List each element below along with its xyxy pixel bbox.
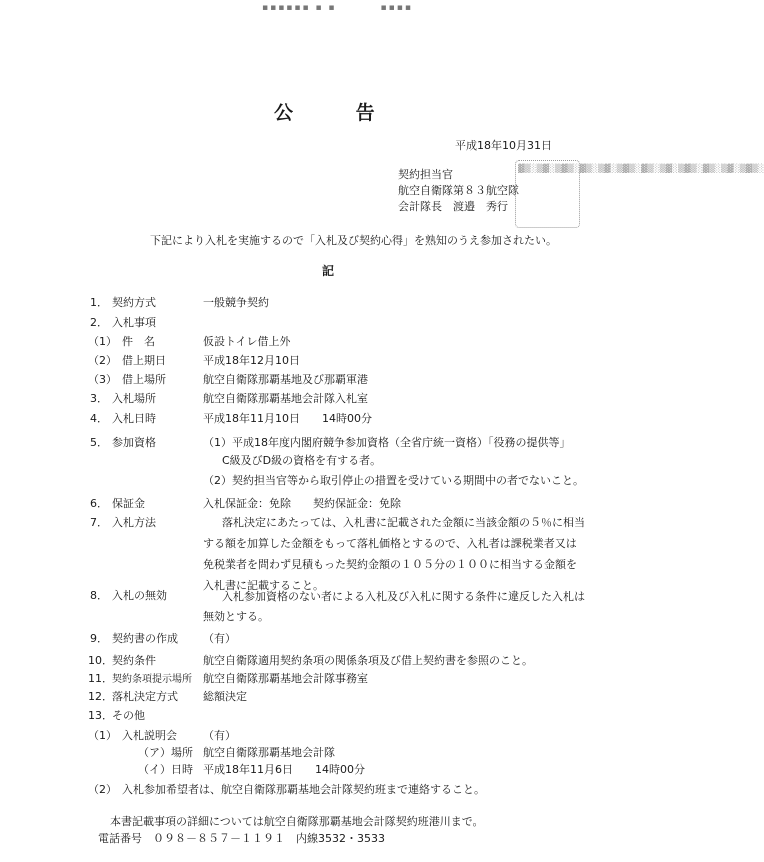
item-number: （2） <box>88 354 117 367</box>
item-number: 10． <box>88 654 113 667</box>
item-value: （有） <box>203 729 236 742</box>
item-text: 免税業者を問わず見積もった契約金額の１０５分の１００に相当する金額を <box>203 558 577 571</box>
item-label: 落札決定方式 <box>112 690 178 703</box>
footer-note: 本書記載事項の詳細については航空自衛隊那覇基地会計隊契約班港川まで。 <box>110 815 484 828</box>
item-label: 契約方式 <box>112 296 156 309</box>
item-text: C級及びD級の資格を有する者。 <box>222 454 382 467</box>
item-label: 契約条項提示場所 <box>112 674 192 685</box>
item-value: 航空自衛隊那覇基地会計隊入札室 <box>203 392 368 405</box>
item-number: （1） <box>88 335 117 348</box>
ki-heading: 記 <box>322 264 335 278</box>
item-text: （1）平成18年度内閣府競争参加資格（全省庁統一資格）「役務の提供等」 <box>203 436 571 449</box>
item-value: 平成18年12月10日 <box>203 354 300 367</box>
item-value: 入札参加希望者は、航空自衛隊那覇基地会計隊契約班まで連絡すること。 <box>122 783 485 796</box>
item-value: 航空自衛隊那覇基地会計隊 <box>203 746 335 759</box>
item-number: 6． <box>90 497 108 510</box>
official-seal: ▓▒░▒▓░▒▓▒░▓▒░▒▓░▒▓▒░▓▒░▒▓░▒▓▒░▓▒░▒▓░▒▓▒░ <box>515 160 580 228</box>
item-label: 契約条件 <box>112 654 156 667</box>
item-label: その他 <box>112 709 145 722</box>
footer-phone: 電話番号 ０９８－８５７－１１９１ 内線3532・3533 <box>98 832 385 845</box>
item-number: 9． <box>90 632 108 645</box>
item-value: 平成18年11月6日 14時00分 <box>203 763 365 776</box>
intro-text: 下記により入札を実施するので「入札及び契約心得」を熟知のうえ参加されたい。 <box>150 234 557 247</box>
item-text: 無効とする。 <box>203 610 269 623</box>
page-title: 公 告 <box>274 102 403 124</box>
item-number: （3） <box>88 373 117 386</box>
item-label: 入札説明会 <box>122 729 177 742</box>
item-label: 入札の無効 <box>112 589 167 602</box>
item-label: 入札場所 <box>112 392 156 405</box>
item-number: 8． <box>90 589 108 602</box>
item-value: 入札保証金：免除 契約保証金：免除 <box>203 497 401 510</box>
item-number: 11． <box>88 672 113 685</box>
item-number: 5． <box>90 436 108 449</box>
item-text: 入札参加資格のない者による入札及び入札に関する条件に違反した入札は <box>222 590 585 603</box>
item-label: 借上場所 <box>122 373 166 386</box>
item-text: 落札決定にあたっては、入札書に記載された金額に当該金額の５％に相当 <box>222 516 585 529</box>
item-value: 総額決定 <box>203 690 247 703</box>
item-number: 2． <box>90 316 108 329</box>
header-remnant: ▪▪▪▪▪▪ ▪ ▪ ▪▪▪▪ <box>262 3 413 13</box>
item-value: 仮設トイレ借上外 <box>203 335 291 348</box>
item-label: （ア）場所 <box>138 746 193 759</box>
officer-title: 契約担当官 <box>398 168 453 181</box>
item-label: 保証金 <box>112 497 145 510</box>
item-value: 航空自衛隊那覇基地及び那覇軍港 <box>203 373 368 386</box>
item-number: （2） <box>88 783 117 796</box>
item-value: 一般競争契約 <box>203 296 269 309</box>
item-number: 3． <box>90 392 108 405</box>
item-label: 件 名 <box>122 335 155 348</box>
officer-unit: 航空自衛隊第８３航空隊 <box>398 184 519 197</box>
item-label: 入札事項 <box>112 316 156 329</box>
item-number: 1． <box>90 296 108 309</box>
item-label: 入札方法 <box>112 516 156 529</box>
item-number: 13． <box>88 709 113 722</box>
item-text: 入札書に記載すること。 <box>203 579 324 592</box>
notice-date: 平成18年10月31日 <box>455 139 552 152</box>
item-label: 借上期日 <box>122 354 166 367</box>
item-number: （1） <box>88 729 117 742</box>
item-value: （有） <box>203 632 236 645</box>
item-label: 契約書の作成 <box>112 632 178 645</box>
item-number: 7． <box>90 516 108 529</box>
item-label: （イ）日時 <box>138 763 193 776</box>
item-value: 航空自衛隊那覇基地会計隊事務室 <box>203 672 368 685</box>
item-number: 4． <box>90 412 108 425</box>
item-label: 参加資格 <box>112 436 156 449</box>
officer-name: 会計隊長 渡邉 秀行 <box>398 200 508 213</box>
item-text: する額を加算した金額をもって落札価格とするので、入札者は課税業者又は <box>203 537 577 550</box>
item-text: （2）契約担当官等から取引停止の措置を受けている期間中の者でないこと。 <box>203 474 584 487</box>
item-label: 入札日時 <box>112 412 156 425</box>
item-value: 航空自衛隊適用契約条項の関係条項及び借上契約書を参照のこと。 <box>203 654 533 667</box>
item-number: 12． <box>88 690 113 703</box>
item-value: 平成18年11月10日 14時00分 <box>203 412 372 425</box>
